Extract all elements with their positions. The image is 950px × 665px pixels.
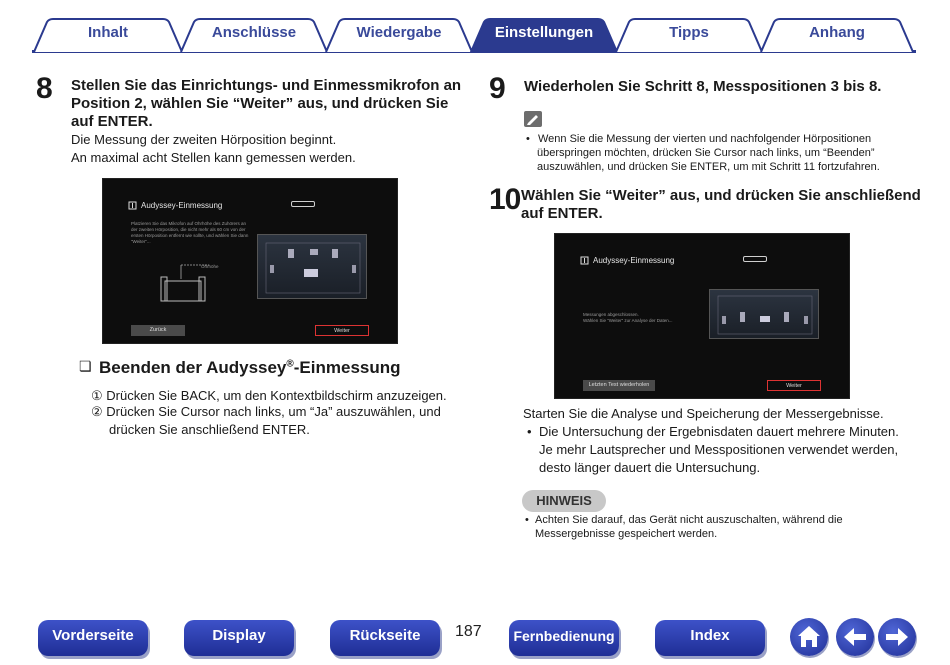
beenden-step-1: ① Drücken Sie BACK, um den Kontextbildschirm anzuzeigen. [91, 388, 447, 403]
screen-title: Audyssey-Einmessung [141, 201, 223, 210]
step-10-after-text: Starten Sie die Analyse und Speicherung der Messergebnisse. [523, 406, 884, 421]
tab-anhang[interactable]: Anhang [760, 18, 914, 52]
tab-inhalt[interactable]: Inhalt [33, 18, 183, 52]
next-button: Weiter [767, 380, 821, 391]
beenden-step-2: ② Drücken Sie Cursor nach links, um “Ja” auszuwählen, und drücken Sie anschließend ENTER. [91, 404, 441, 437]
checkbox-bullet-icon: ❏ [79, 358, 92, 374]
step-8-number: 8 [36, 72, 52, 105]
step-10-number: 10 [489, 183, 521, 216]
nav-index-button[interactable]: Index [655, 620, 765, 656]
back-button: Zurück [131, 325, 185, 336]
tab-wiedergabe[interactable]: Wiedergabe [325, 18, 473, 52]
repeat-last-test-button: Letzten Test wiederholen [583, 380, 655, 391]
hinweis-badge: HINWEIS [522, 490, 606, 512]
audyssey-logo [291, 201, 315, 207]
hinweis-note: • Achten Sie darauf, das Gerät nicht auszuschalten, während die Messergebnisse gespeichert werden. [525, 514, 843, 540]
audyssey-logo [743, 256, 767, 262]
back-arrow-button[interactable] [836, 618, 874, 656]
page-number: 187 [455, 623, 482, 640]
home-icon [790, 618, 828, 656]
screen-instructions: Messungen abgeschlossen. Wählen Sie “Weiter” zur Analyse der Daten... [583, 312, 673, 323]
room-speaker-diagram [257, 234, 367, 299]
step-9-title: Wiederholen Sie Schritt 8, Messpositionen 3 bis 8. [524, 78, 882, 95]
step-9-number: 9 [489, 72, 505, 105]
step-9-note: • Wenn Sie die Messung der vierten und nachfolgender Hörpositionen überspringen möchten, drücken Sie Cursor nach links, um “Beenden” auszuwählen, und drücken Sie ENTER, um mit Schritt 11 fortzufahren. [526, 133, 880, 173]
nav-rueckseite-button[interactable]: Rückseite [330, 620, 440, 656]
top-tab-bar [0, 0, 950, 56]
ohrhoehe-label: Ohrhöhe [201, 264, 219, 269]
beenden-heading: Beenden der Audyssey®-Einmessung [99, 358, 401, 377]
screen-title: Audyssey-Einmessung [593, 256, 675, 265]
screenshot-measurement-position-2 [102, 178, 398, 344]
step-10-bullet: • Die Untersuchung der Ergebnisdaten dauert mehrere Minuten. Je mehr Lautsprecher und Messpositionen verwendet werden, desto länger dauert die Untersuchung. [527, 424, 899, 475]
arrow-right-icon [878, 618, 916, 656]
room-speaker-diagram [709, 289, 819, 339]
nav-vorderseite-button[interactable]: Vorderseite [38, 620, 148, 656]
step-8-title: Stellen Sie das Einrichtungs- und Einmessmikrofon an Position 2, wählen Sie “Weiter” aus, und drücken Sie auf ENTER. [71, 77, 462, 130]
nav-display-button[interactable]: Display [184, 620, 294, 656]
tab-einstellungen[interactable]: Einstellungen [470, 18, 618, 52]
arrow-left-icon [836, 618, 874, 656]
pencil-note-icon [524, 111, 542, 127]
nav-fernbedienung-button[interactable]: Fernbedienung [509, 620, 619, 656]
screenshot-measurement-complete [554, 233, 850, 399]
mic-icon [580, 256, 589, 265]
tab-tipps[interactable]: Tipps [615, 18, 763, 52]
step-8-body: Die Messung der zweiten Hörposition beginnt. An maximal acht Stellen kann gemessen werden. [71, 132, 356, 165]
tab-anschluesse[interactable]: Anschlüsse [180, 18, 328, 52]
mic-icon [128, 201, 137, 210]
home-button[interactable] [790, 618, 828, 656]
forward-arrow-button[interactable] [878, 618, 916, 656]
next-button: Weiter [315, 325, 369, 336]
step-10-title: Wählen Sie “Weiter” aus, und drücken Sie anschließend auf ENTER. [521, 187, 921, 222]
screen-instructions: Platzieren Sie das Mikrofon auf Ohrhöhe des Zuhörers an der zweiten Hörposition, die nicht mehr als 60 cm von der ersten Hörposition entfernt wie sollte, und wählen Sie dann “Weiter”... [131, 221, 249, 244]
